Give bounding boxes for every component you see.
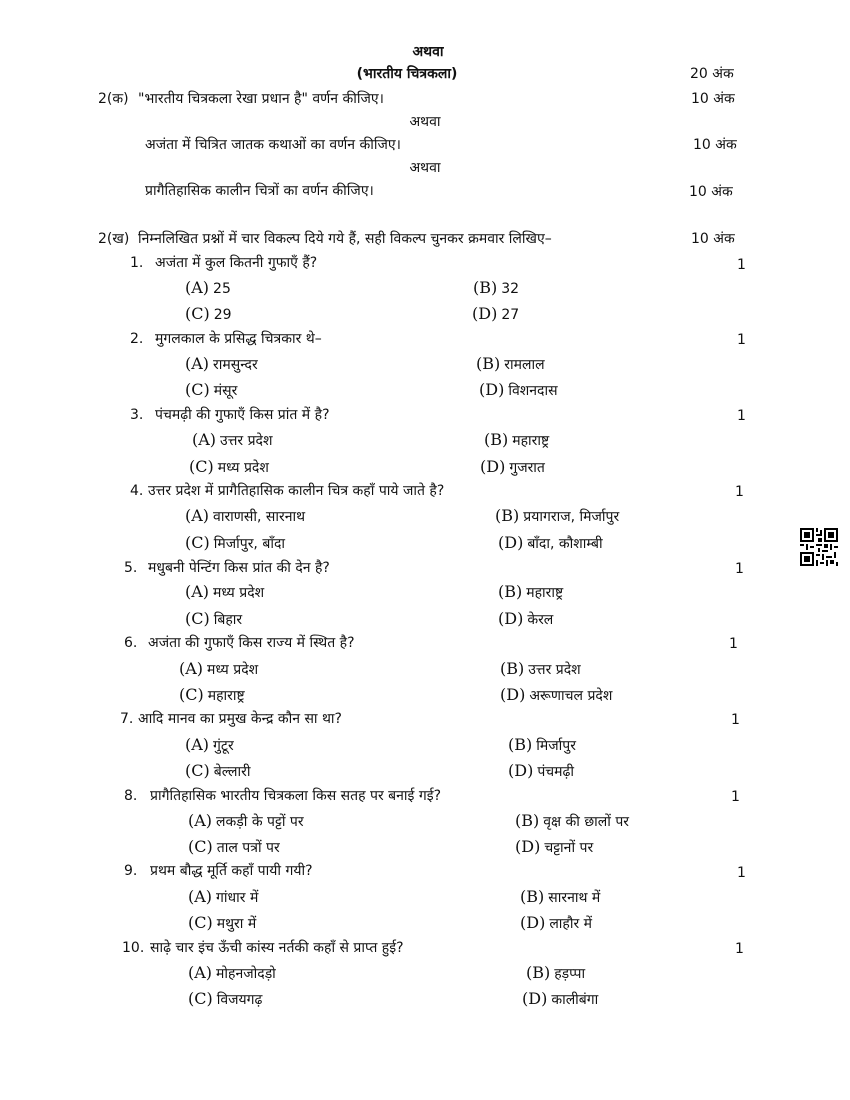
question-number: 3. <box>130 407 144 423</box>
question-number: 5. <box>124 560 138 576</box>
option-label: (A) <box>188 887 213 906</box>
option-label: (D) <box>472 304 498 323</box>
option-label: (B) <box>473 278 498 297</box>
option-label: (C) <box>188 989 213 1008</box>
option-text: प्रयागराज, मिर्जापुर <box>523 509 620 525</box>
option-label: (B) <box>500 659 525 678</box>
question-text: प्रथम बौद्ध मूर्ति कहाँ पायी गयी? <box>150 863 313 879</box>
question-number: 6. <box>124 635 138 651</box>
question-number: 4. <box>130 483 144 499</box>
option-b <box>520 888 600 907</box>
option-label: (D) <box>498 533 524 552</box>
question-mark: 1 <box>731 789 740 805</box>
q2a-text-2: अजंता में चित्रित जातक कथाओं का वर्णन कीजिए। <box>145 137 401 153</box>
option-text: लकड़ी के पट्टों पर <box>216 814 304 830</box>
option-a <box>192 431 273 450</box>
option-label: (D) <box>500 685 526 704</box>
option-label: (C) <box>185 761 210 780</box>
q2a-text-3: प्रागैतिहासिक कालीन चित्रों का वर्णन कीजिए। <box>145 183 374 199</box>
option-text: सारनाथ में <box>548 890 601 906</box>
option-label: (C) <box>185 533 210 552</box>
question-mark: 1 <box>731 712 740 728</box>
question-mark: 1 <box>735 484 744 500</box>
option-a <box>185 279 231 298</box>
q2a-athva-2: अथवा <box>409 160 441 176</box>
option-label: (A) <box>185 582 210 601</box>
option-text: मिर्जापुर, बाँदा <box>213 536 286 552</box>
subject-title: (भारतीय चित्रकला) <box>356 66 458 82</box>
option-label: (A) <box>179 659 204 678</box>
option-text: उत्तर प्रदेश <box>528 662 581 678</box>
option-label: (C) <box>185 380 210 399</box>
option-label: (C) <box>185 304 210 323</box>
option-text: वाराणसी, सारनाथ <box>213 509 306 525</box>
question-text: साढ़े चार इंच ऊँची कांस्य नर्तकी कहाँ से प्राप्त हुई? <box>150 940 404 956</box>
option-label: (C) <box>185 609 210 628</box>
option-text: केरल <box>527 612 554 628</box>
option-a <box>185 355 258 374</box>
athva-heading: अथवा <box>412 44 444 60</box>
option-text: पंचमढ़ी <box>537 764 575 780</box>
option-c <box>188 838 280 857</box>
option-b <box>498 583 563 602</box>
option-text: गांधार में <box>216 890 259 906</box>
option-label: (C) <box>188 837 213 856</box>
question-text: उत्तर प्रदेश में प्रागैतिहासिक कालीन चित्र कहाँ पाये जाते है? <box>148 483 445 499</box>
option-text: रामसुन्दर <box>213 357 258 373</box>
option-b <box>476 355 545 374</box>
option-text: मध्य प्रदेश <box>207 662 259 678</box>
option-d <box>479 381 558 400</box>
option-a <box>188 964 276 983</box>
question-mark: 1 <box>729 636 738 652</box>
option-text: रामलाल <box>504 357 545 373</box>
option-text: 25 <box>213 281 231 297</box>
option-text: महाराष्ट्र <box>526 585 564 601</box>
option-text: हड़प्पा <box>554 966 586 982</box>
question-number: 1. <box>130 255 144 271</box>
q2a-athva-1: अथवा <box>409 114 441 130</box>
option-d <box>498 610 553 629</box>
q2a-marks-2: 10 अंक <box>693 137 737 153</box>
option-text: मंसूर <box>213 383 238 399</box>
subject-marks: 20 अंक <box>690 66 734 82</box>
option-text: उत्तर प्रदेश <box>220 433 273 449</box>
q2a-text-1: "भारतीय चित्रकला रेखा प्रधान है" वर्णन कीजिए। <box>138 91 384 107</box>
option-label: (C) <box>188 913 213 932</box>
option-text: वृक्ष की छालों पर <box>543 814 630 830</box>
option-a <box>185 736 234 755</box>
option-text: बेल्लारी <box>213 764 251 780</box>
option-label: (A) <box>188 963 213 982</box>
option-label: (D) <box>508 761 534 780</box>
qr-code-icon <box>800 528 838 566</box>
option-text: मध्य प्रदेश <box>217 460 269 476</box>
option-label: (C) <box>179 685 204 704</box>
question-mark: 1 <box>737 332 746 348</box>
question-text: मधुबनी पेन्टिंग किस प्रांत की देन है? <box>148 560 330 576</box>
q2b-marks: 10 अंक <box>691 231 735 247</box>
option-label: (D) <box>479 380 505 399</box>
option-d <box>498 534 603 553</box>
option-label: (A) <box>185 278 210 297</box>
option-d <box>480 458 545 477</box>
option-d <box>472 305 519 324</box>
option-label: (D) <box>520 913 546 932</box>
option-label: (B) <box>484 430 509 449</box>
option-c <box>188 990 262 1009</box>
option-label: (B) <box>495 506 520 525</box>
question-number: 8. <box>124 788 138 804</box>
q2a-marks-3: 10 अंक <box>689 184 733 200</box>
q2a-marks-1: 10 अंक <box>691 91 735 107</box>
option-d <box>500 686 612 705</box>
option-text: महाराष्ट्र <box>207 688 245 704</box>
question-number: 2. <box>130 331 144 347</box>
question-mark: 1 <box>737 865 746 881</box>
option-c <box>179 686 245 705</box>
option-a <box>179 660 258 679</box>
option-text: गुंटूर <box>213 738 234 754</box>
option-b <box>508 736 576 755</box>
question-text: प्रागैतिहासिक भारतीय चित्रकला किस सतह पर बनाई गई? <box>150 788 442 804</box>
option-a <box>185 507 305 526</box>
question-text: पंचमढ़ी की गुफाएँ किस प्रांत में है? <box>155 407 330 423</box>
option-d <box>508 762 574 781</box>
option-c <box>185 305 232 324</box>
option-text: 29 <box>213 307 232 323</box>
option-label: (B) <box>515 811 540 830</box>
q2a-number: 2(क) <box>98 91 129 107</box>
option-b <box>515 812 629 831</box>
option-label: (A) <box>188 811 213 830</box>
option-d <box>520 914 592 933</box>
option-text: लाहौर में <box>549 916 593 932</box>
option-label: (B) <box>526 963 551 982</box>
option-label: (D) <box>515 837 541 856</box>
option-c <box>185 762 251 781</box>
question-text: अजंता में कुल कितनी गुफाएँ हैं? <box>155 255 318 271</box>
option-b <box>500 660 581 679</box>
option-label: (A) <box>185 354 210 373</box>
option-text: मथुरा में <box>216 916 257 932</box>
option-c <box>188 914 256 933</box>
q2b-number: 2(ख) <box>98 231 130 247</box>
option-a <box>185 583 264 602</box>
option-b <box>473 279 519 298</box>
option-label: (D) <box>480 457 506 476</box>
option-a <box>188 888 258 907</box>
option-label: (B) <box>476 354 501 373</box>
option-text: बाँदा, कौशाम्बी <box>527 536 603 552</box>
option-text: ताल पत्रों पर <box>216 840 280 856</box>
option-label: (C) <box>189 457 214 476</box>
option-text: विशनदास <box>508 383 558 399</box>
option-label: (A) <box>192 430 217 449</box>
option-label: (B) <box>520 887 545 906</box>
question-text: अजंता की गुफाएँ किस राज्य में स्थित है? <box>148 635 355 651</box>
question-mark: 1 <box>737 257 746 273</box>
option-text: मोहनजोदड़ो <box>216 966 276 982</box>
option-text: 27 <box>501 307 520 323</box>
question-number: 9. <box>124 863 138 879</box>
option-text: मिर्जापुर <box>536 738 576 754</box>
question-number: 7. <box>120 711 134 727</box>
option-text: चट्टानों पर <box>544 840 594 856</box>
question-mark: 1 <box>735 941 744 957</box>
option-label: (D) <box>522 989 548 1008</box>
question-mark: 1 <box>737 408 746 424</box>
option-text: अरूणाचल प्रदेश <box>529 688 613 704</box>
question-mark: 1 <box>735 561 744 577</box>
question-number: 10. <box>122 940 145 956</box>
option-d <box>522 990 598 1009</box>
option-c <box>185 610 242 629</box>
option-text: विजयगढ़ <box>216 992 263 1008</box>
option-label: (B) <box>498 582 523 601</box>
option-c <box>189 458 269 477</box>
question-text: आदि मानव का प्रमुख केन्द्र कौन सा था? <box>138 711 342 727</box>
q2b-instruction: निम्नलिखित प्रश्नों में चार विकल्प दिये गये हैं, सही विकल्प चुनकर क्रमवार लिखिए– <box>138 231 552 247</box>
option-text: बिहार <box>213 612 243 628</box>
option-label: (B) <box>508 735 533 754</box>
option-c <box>185 381 237 400</box>
option-a <box>188 812 304 831</box>
option-label: (A) <box>185 506 210 525</box>
option-c <box>185 534 285 553</box>
option-b <box>495 507 619 526</box>
option-b <box>526 964 585 983</box>
option-label: (A) <box>185 735 210 754</box>
option-label: (D) <box>498 609 524 628</box>
option-text: 32 <box>501 281 520 297</box>
question-text: मुगलकाल के प्रसिद्ध चित्रकार थे– <box>155 331 322 347</box>
option-b <box>484 431 549 450</box>
option-text: कालीबंगा <box>551 992 599 1008</box>
option-text: गुजरात <box>509 460 545 476</box>
option-text: महाराष्ट्र <box>512 433 550 449</box>
option-text: मध्य प्रदेश <box>213 585 265 601</box>
option-d <box>515 838 593 857</box>
